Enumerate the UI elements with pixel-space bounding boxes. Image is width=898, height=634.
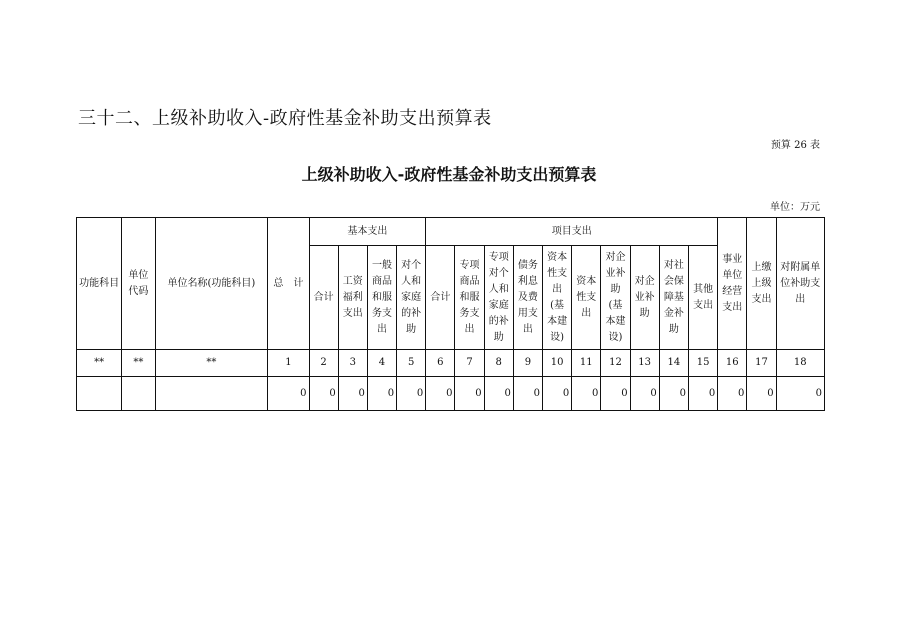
data-cell: 0 [776,377,824,411]
data-cell-empty [122,377,155,411]
index-num: 17 [747,350,776,377]
header-total: 总 计 [268,218,309,350]
index-star: ** [155,350,268,377]
header-project-col: 专项商品和服务支出 [455,246,484,350]
header-tail-3: 对附属单位补助支出 [776,218,824,350]
data-row [77,377,825,411]
header-project-col: 债务利息及费用支出 [513,246,542,350]
header-project-col: 资本性支出(基本建设) [543,246,572,350]
header-project-col: 对企业补助 [630,246,659,350]
data-cell: 0 [484,377,513,411]
index-num: 6 [426,350,455,377]
document-title: 三十二、上级补助收入-政府性基金补助支出预算表 [78,108,492,129]
data-cell: 0 [659,377,688,411]
data-cell: 0 [426,377,455,411]
index-star: ** [122,350,155,377]
header-func-subject: 功能科目 [77,218,122,350]
budget-table [76,217,825,411]
data-cell: 0 [268,377,309,411]
index-num: 11 [572,350,601,377]
data-cell: 0 [309,377,338,411]
index-num: 4 [367,350,396,377]
header-project-group: 项目支出 [426,218,718,246]
index-num: 5 [397,350,426,377]
header-basic-group: 基本支出 [309,218,426,246]
index-num: 7 [455,350,484,377]
index-row [77,350,825,377]
index-num: 2 [309,350,338,377]
index-num: 14 [659,350,688,377]
table-title: 上级补助收入-政府性基金补助支出预算表 [301,165,597,184]
index-num: 18 [776,350,824,377]
data-cell: 0 [601,377,630,411]
index-star: ** [77,350,122,377]
header-unit-name: 单位名称(功能科目) [155,218,268,350]
data-cell-empty [77,377,122,411]
header-tail-1: 事业单位经营支出 [718,218,747,350]
data-cell: 0 [747,377,776,411]
header-basic-col: 合计 [309,246,338,350]
index-num: 3 [338,350,367,377]
index-num: 8 [484,350,513,377]
index-num: 9 [513,350,542,377]
table-number: 预算 26 表 [770,140,820,151]
header-unit-code: 单位代码 [122,218,155,350]
data-cell-empty [155,377,268,411]
header-project-col: 对社会保障基金补助 [659,246,688,350]
header-basic-col: 对个人和家庭的补助 [397,246,426,350]
unit-label: 单位：万元 [770,202,820,213]
index-num: 10 [543,350,572,377]
header-basic-col: 工资福利支出 [338,246,367,350]
header-basic-col: 一般商品和服务支出 [367,246,396,350]
data-cell: 0 [397,377,426,411]
header-project-col: 合计 [426,246,455,350]
index-num: 16 [718,350,747,377]
header-project-col: 对企业补助(基本建设) [601,246,630,350]
header-project-col: 其他支出 [688,246,717,350]
data-cell: 0 [572,377,601,411]
index-num: 12 [601,350,630,377]
index-num: 15 [688,350,717,377]
data-cell: 0 [455,377,484,411]
header-project-col: 专项对个人和家庭的补助 [484,246,513,350]
header-tail-2: 上缴上级支出 [747,218,776,350]
data-cell: 0 [543,377,572,411]
header-project-col: 资本性支出 [572,246,601,350]
data-cell: 0 [367,377,396,411]
index-num: 1 [268,350,309,377]
index-num: 13 [630,350,659,377]
data-cell: 0 [513,377,542,411]
data-cell: 0 [718,377,747,411]
data-cell: 0 [630,377,659,411]
header-row-1 [77,218,825,246]
data-cell: 0 [688,377,717,411]
data-cell: 0 [338,377,367,411]
